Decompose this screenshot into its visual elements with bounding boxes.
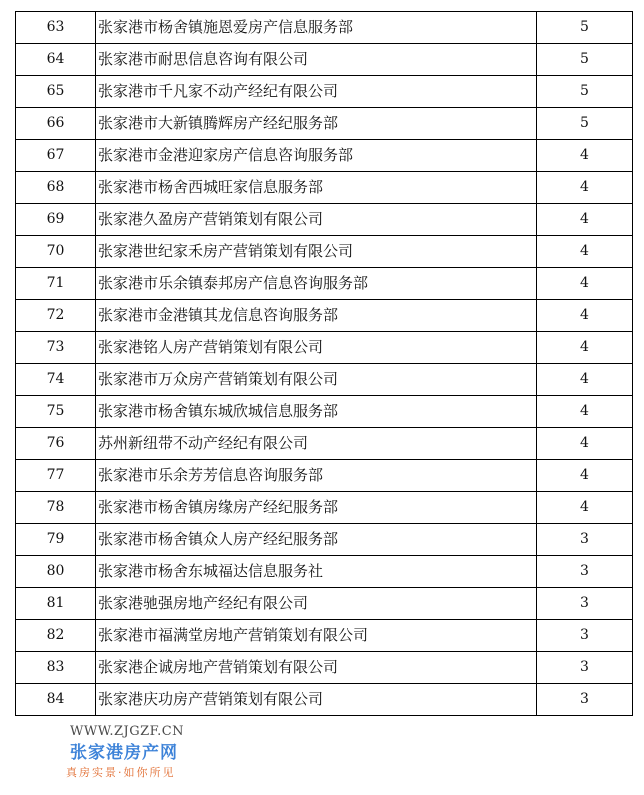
table-row — [16, 428, 633, 460]
table-row — [16, 332, 633, 364]
row-number-cell: 76 — [16, 428, 96, 460]
row-number-cell: 75 — [16, 396, 96, 428]
count-cell: 4 — [537, 364, 633, 396]
agency-table-container — [15, 11, 632, 716]
table-row — [16, 172, 633, 204]
row-number-cell: 70 — [16, 236, 96, 268]
company-name-cell: 张家港市福满堂房地产营销策划有限公司 — [96, 620, 537, 652]
company-name-cell: 张家港市杨舍东城福达信息服务社 — [96, 556, 537, 588]
company-name-cell: 张家港驰强房地产经纪有限公司 — [96, 588, 537, 620]
count-cell: 4 — [537, 172, 633, 204]
count-cell: 3 — [537, 652, 633, 684]
count-cell: 4 — [537, 460, 633, 492]
row-number-cell: 67 — [16, 140, 96, 172]
row-number-cell: 74 — [16, 364, 96, 396]
row-number-cell: 83 — [16, 652, 96, 684]
count-cell: 4 — [537, 492, 633, 524]
row-number-cell: 77 — [16, 460, 96, 492]
table-row — [16, 44, 633, 76]
company-name-cell: 张家港市杨舍镇众人房产经纪服务部 — [96, 524, 537, 556]
table-row — [16, 108, 633, 140]
table-row — [16, 492, 633, 524]
row-number-cell: 84 — [16, 684, 96, 716]
row-number-cell: 68 — [16, 172, 96, 204]
count-cell: 3 — [537, 684, 633, 716]
count-cell: 3 — [537, 620, 633, 652]
company-name-cell: 张家港市杨舍镇东城欣城信息服务部 — [96, 396, 537, 428]
table-row — [16, 460, 633, 492]
row-number-cell: 82 — [16, 620, 96, 652]
row-number-cell: 69 — [16, 204, 96, 236]
count-cell: 5 — [537, 44, 633, 76]
table-row — [16, 620, 633, 652]
table-row — [16, 364, 633, 396]
row-number-cell: 81 — [16, 588, 96, 620]
count-cell: 4 — [537, 268, 633, 300]
count-cell: 4 — [537, 300, 633, 332]
watermark-slogan: 真房实景·如你所见 — [66, 766, 176, 779]
row-number-cell: 73 — [16, 332, 96, 364]
watermark-url: WWW.ZJGZF.CN — [70, 724, 185, 739]
row-number-cell: 63 — [16, 12, 96, 44]
company-name-cell: 苏州新纽带不动产经纪有限公司 — [96, 428, 537, 460]
company-name-cell: 张家港市乐余芳芳信息咨询服务部 — [96, 460, 537, 492]
table-body — [16, 12, 633, 716]
company-name-cell: 张家港世纪家禾房产营销策划有限公司 — [96, 236, 537, 268]
site-watermark — [66, 724, 266, 781]
count-cell: 4 — [537, 332, 633, 364]
count-cell: 3 — [537, 556, 633, 588]
table-row — [16, 140, 633, 172]
count-cell: 4 — [537, 140, 633, 172]
company-name-cell: 张家港铭人房产营销策划有限公司 — [96, 332, 537, 364]
count-cell: 4 — [537, 204, 633, 236]
company-name-cell: 张家港市杨舍西城旺家信息服务部 — [96, 172, 537, 204]
table-row — [16, 268, 633, 300]
table-row — [16, 396, 633, 428]
count-cell: 5 — [537, 12, 633, 44]
row-number-cell: 65 — [16, 76, 96, 108]
company-name-cell: 张家港久盈房产营销策划有限公司 — [96, 204, 537, 236]
company-name-cell: 张家港市耐思信息咨询有限公司 — [96, 44, 537, 76]
count-cell: 5 — [537, 76, 633, 108]
row-number-cell: 66 — [16, 108, 96, 140]
table-row — [16, 76, 633, 108]
company-name-cell: 张家港市万众房产营销策划有限公司 — [96, 364, 537, 396]
row-number-cell: 72 — [16, 300, 96, 332]
count-cell: 3 — [537, 524, 633, 556]
table-row — [16, 12, 633, 44]
table-row — [16, 204, 633, 236]
company-name-cell: 张家港市金港迎家房产信息咨询服务部 — [96, 140, 537, 172]
agency-ranking-table — [15, 11, 633, 716]
company-name-cell: 张家港庆功房产营销策划有限公司 — [96, 684, 537, 716]
count-cell: 4 — [537, 396, 633, 428]
table-row — [16, 652, 633, 684]
count-cell: 3 — [537, 588, 633, 620]
row-number-cell: 78 — [16, 492, 96, 524]
company-name-cell: 张家港市乐余镇泰邦房产信息咨询服务部 — [96, 268, 537, 300]
count-cell: 4 — [537, 236, 633, 268]
row-number-cell: 71 — [16, 268, 96, 300]
row-number-cell: 79 — [16, 524, 96, 556]
watermark-title: 张家港房产网 — [70, 743, 178, 763]
count-cell: 4 — [537, 428, 633, 460]
company-name-cell: 张家港市大新镇腾辉房产经纪服务部 — [96, 108, 537, 140]
table-row — [16, 684, 633, 716]
table-row — [16, 556, 633, 588]
table-row — [16, 524, 633, 556]
count-cell: 5 — [537, 108, 633, 140]
row-number-cell: 80 — [16, 556, 96, 588]
row-number-cell: 64 — [16, 44, 96, 76]
table-row — [16, 300, 633, 332]
table-row — [16, 236, 633, 268]
company-name-cell: 张家港市杨舍镇房缘房产经纪服务部 — [96, 492, 537, 524]
company-name-cell: 张家港市金港镇其龙信息咨询服务部 — [96, 300, 537, 332]
company-name-cell: 张家港企诚房地产营销策划有限公司 — [96, 652, 537, 684]
table-row — [16, 588, 633, 620]
company-name-cell: 张家港市杨舍镇施恩爱房产信息服务部 — [96, 12, 537, 44]
company-name-cell: 张家港市千凡家不动产经纪有限公司 — [96, 76, 537, 108]
